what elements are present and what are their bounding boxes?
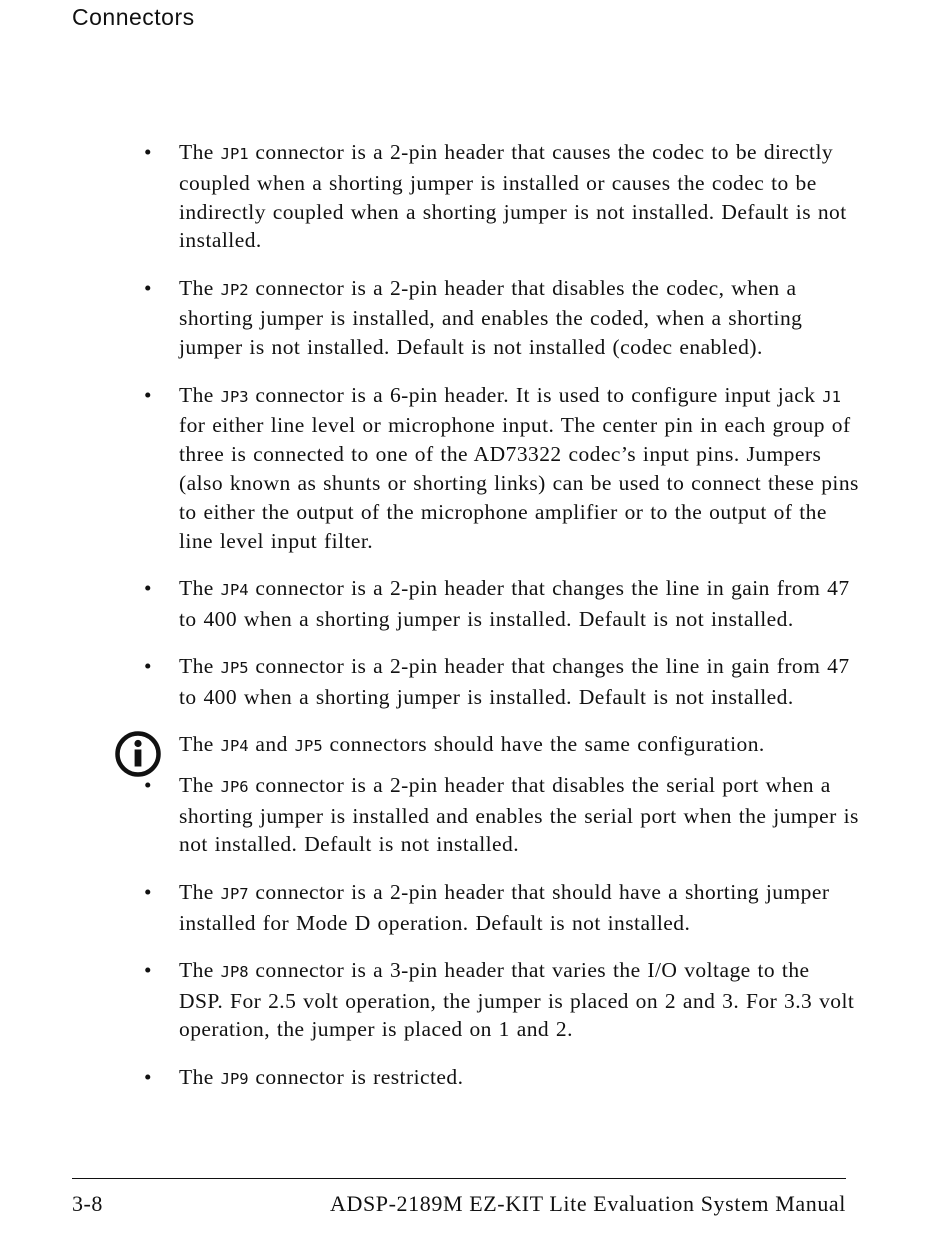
bullet: • — [144, 140, 152, 164]
list-item-jp4 — [140, 574, 860, 634]
bullet: • — [144, 1064, 152, 1089]
item-text: connector is a 2-pin header that disables the codec, when a shorting jumper is installed, and enables the coded, when a shorting jumper is not installed. Default is not installed (codec enabled). — [179, 275, 803, 360]
item-lead: The — [179, 382, 221, 407]
list-item-jp3 — [140, 381, 860, 556]
item-text: connector is a 2-pin header that causes the codec to be directly coupled when a shorting jumper is installed or causes the codec to be indirectly coupled when a shorting jumper is not installed. Default is not installed. — [179, 140, 847, 253]
item-lead: The — [179, 772, 221, 797]
jack-code: J1 — [822, 387, 841, 406]
footer-divider — [72, 1178, 846, 1179]
connector-list — [140, 138, 860, 1112]
item-text: connector is a 6-pin header. It is used to configure input jack — [248, 382, 823, 407]
connector-code: JP7 — [220, 884, 249, 903]
list-item-jp2 — [140, 274, 860, 362]
bullet: • — [144, 275, 152, 300]
item-lead: The — [179, 653, 221, 678]
item-lead: The — [179, 275, 221, 300]
running-header: Connectors — [72, 4, 195, 30]
connector-code: JP4 — [220, 737, 249, 756]
item-lead: The — [179, 1064, 221, 1089]
note-lead: The — [179, 732, 221, 757]
info-note — [140, 730, 860, 761]
bullet: • — [144, 879, 152, 904]
note-and: and — [248, 732, 295, 757]
connector-code: JP5 — [220, 658, 249, 677]
bullet: • — [144, 575, 152, 600]
connector-code: JP2 — [220, 280, 249, 299]
note-text: connectors should have the same configuration. — [322, 732, 765, 757]
bullet: • — [144, 382, 152, 407]
connector-code: JP3 — [220, 387, 249, 406]
item-text: connector is a 2-pin header that changes the line in gain from 47 to 400 when a shorting jumper is installed. Default is not installed. — [179, 575, 850, 631]
list-item-jp6 — [140, 771, 860, 859]
connector-code: JP8 — [220, 962, 249, 981]
connector-code: JP1 — [220, 145, 249, 163]
item-text: connector is a 2-pin header that should have a shorting jumper installed for Mode D operation. Default is not installed. — [179, 879, 830, 935]
item-text: connector is restricted. — [248, 1064, 464, 1089]
item-text: connector is a 2-pin header that changes the line in gain from 47 to 400 when a shorting jumper is installed. Default is not installed. — [179, 653, 850, 709]
list-item-jp8 — [140, 956, 860, 1044]
connector-code: JP5 — [294, 737, 323, 756]
item-text: connector is a 3-pin header that varies the I/O voltage to the DSP. For 2.5 volt operation, the jumper is placed on 2 and 3. For 3.3 volt operation, the jumper is placed on 1 and 2. — [179, 957, 855, 1042]
item-text: for either line level or microphone input. The center pin in each group of three is connected to one of the AD73322 codec’s input pins. Jumpers (also known as shunts or shorting links) can be used to connect these pins to either the output of the microphone amplifier or to the output of the line level input filter. — [179, 413, 859, 553]
manual-title: ADSP-2189M EZ-KIT Lite Evaluation System Manual — [329, 1191, 846, 1216]
bullet: • — [144, 957, 152, 982]
connector-code: JP6 — [220, 777, 249, 796]
item-text: connector is a 2-pin header that disables the serial port when a shorting jumper is installed and enables the serial port when the jumper is not installed. Default is not installed. — [179, 772, 859, 857]
bullet: • — [144, 772, 152, 797]
item-lead: The — [179, 140, 221, 164]
list-item-jp7 — [140, 878, 860, 938]
list-item-jp1 — [140, 138, 860, 255]
list-item-jp9 — [140, 1063, 860, 1094]
list-item-jp5 — [140, 652, 860, 712]
item-lead: The — [179, 879, 221, 904]
page-number: 3-8 — [72, 1191, 103, 1216]
connector-code: JP9 — [220, 1069, 249, 1088]
item-lead: The — [179, 575, 221, 600]
bullet: • — [144, 653, 152, 678]
item-lead: The — [179, 957, 221, 982]
connector-code: JP4 — [220, 580, 249, 599]
